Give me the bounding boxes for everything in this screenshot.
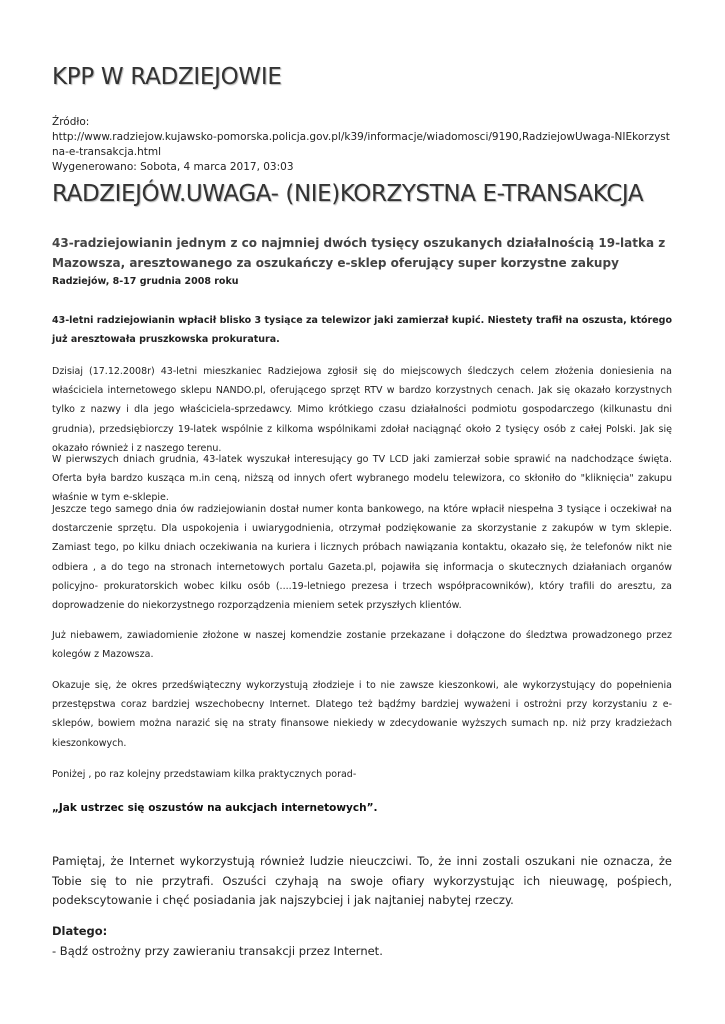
dlatego-heading: Dlatego: [52, 924, 108, 938]
body-paragraph-3: Jeszcze tego samego dnia ów radziejowianin dostał numer konta bankowego, na które wpłacił niespełna 3 tysiące i oczekiwał na dostarczenie sprzętu. Dla uspokojenia i uwiarygodnienia, otrzymał podziękowanie za skorzystanie z zakupów w tym sklepie. Zamiast tego, po kilku dniach oczekiwania na kuriera i licznych próbach nawiązania kontaktu, okazało się, że telefonów nikt nie odbiera , a do tego na stronach internetowych portalu Gazeta.pl, pojawiła się informacja o skutecznych działaniach organów policyjno- prokuratorskich wobec kilku osób (....19-letniego prezesa i trzech współpracowników), który trafili do aresztu, za doprowadzenie do niekorzystnego rozporządzenia mieniem setek przyszłych klientów. [52, 504, 672, 612]
body-paragraph-2: W pierwszych dniach grudnia, 43-latek wyszukał interesujący go TV LCD jaki zamierzał sobie sprawić na nadchodzące święta. Oferta była bardzo kusząca m.in ceną, niższą od innych ofert wybranego modelu telewizora, co skłoniło do "kliknięcia" zakupu właśnie w tym e-sklepie. [52, 454, 672, 504]
article-title: RADZIEJÓW.UWAGA- (NIE)KORZYSTNA E-TRANSAKCJA [52, 181, 644, 207]
source-url: http://www.radziejow.kujawsko-pomorska.policja.gov.pl/k39/informacje/wiadomosci/9190,RadziejowUwaga-NIEkorzystna-e-transakcja.html [52, 131, 670, 158]
dlatego-item: - Bądź ostrożny przy zawieraniu transakcji przez Internet. [52, 943, 383, 958]
dlatego-section [52, 922, 383, 961]
bold-paragraph: 43-letni radziejowianin wpłacił blisko 3 tysiące za telewizor jaki zamierzał kupić. Niestety trafił na oszusta, którego już aresztowała pruszkowska prokuratura. [52, 315, 672, 346]
dateline: Radziejów, 8-17 grudnia 2008 roku [52, 276, 239, 287]
source-label: Źródło: [52, 116, 90, 128]
body-paragraph-5: Okazuje się, że okres przedświąteczny wykorzystują złodzieje i to nie zawsze kieszonkowi, ale wykorzystujący do popełnienia przestępstwa coraz bardziej wszechobecny Internet. Dlatego też bądźmy bardziej wyważeni i ostrożni przy korzystaniu z e-sklepów, bowiem można narazić się na straty finansowe niekiedy w zdecydowanie wyższych sumach np. niż przy kradzieżach kieszonkowych. [52, 680, 672, 749]
advice-paragraph: Pamiętaj, że Internet wykorzystują również ludzie nieuczciwi. To, że inni zostali oszukani nie oznacza, że Tobie się to nie przytrafi. Oszuści czyhają na swoje ofiary wykorzystując ich nieuwagę, pośpiech, podekscytowanie i chęć posiadania jak najszybciej i jak najtaniej nabytej rzeczy. [52, 854, 672, 907]
body-paragraph-1: Dzisiaj (17.12.2008r) 43-letni mieszkaniec Radziejowa zgłosił się do miejscowych śledczych celem złożenia doniesienia na właściciela internetowego sklepu NANDO.pl, oferującego sprzęt RTV w bardzo korzystnych cenach. Jak się okazało korzystnych tylko z nazwy i dla jego właściciela-sprzedawcy. Mimo krótkiego czasu działalności podmiotu gospodarczego (kilkunastu dni grudnia), przedsiębiorczy 19-latek wspólnie z kilkoma wspólnikami zdołał naciągnąć około 2 tysięcy osób z całej Polski. Jak się okazało również i z naszego terenu. [52, 366, 672, 454]
site-title: KPP W RADZIEJOWIE [52, 64, 282, 90]
body-paragraph-6: Poniżej , po raz kolejny przedstawiam kilka praktycznych porad- [52, 769, 357, 780]
source-meta [52, 115, 674, 175]
article-lead: 43-radziejowianin jednym z co najmniej dwóch tysięcy oszukanych działalnością 19-latka z Mazowsza, aresztowanego za oszukańczy e-sklep oferujący super korzystne zakupy [52, 236, 666, 270]
advice-heading-quote: „Jak ustrzec się oszustów na aukcjach internetowych”. [52, 802, 378, 814]
body-paragraph-4: Już niebawem, zawiadomienie złożone w naszej komendzie zostanie przekazane i dołączone do śledztwa prowadzonego przez kolegów z Mazowsza. [52, 630, 672, 661]
generated-timestamp: Wygenerowano: Sobota, 4 marca 2017, 03:03 [52, 161, 294, 173]
